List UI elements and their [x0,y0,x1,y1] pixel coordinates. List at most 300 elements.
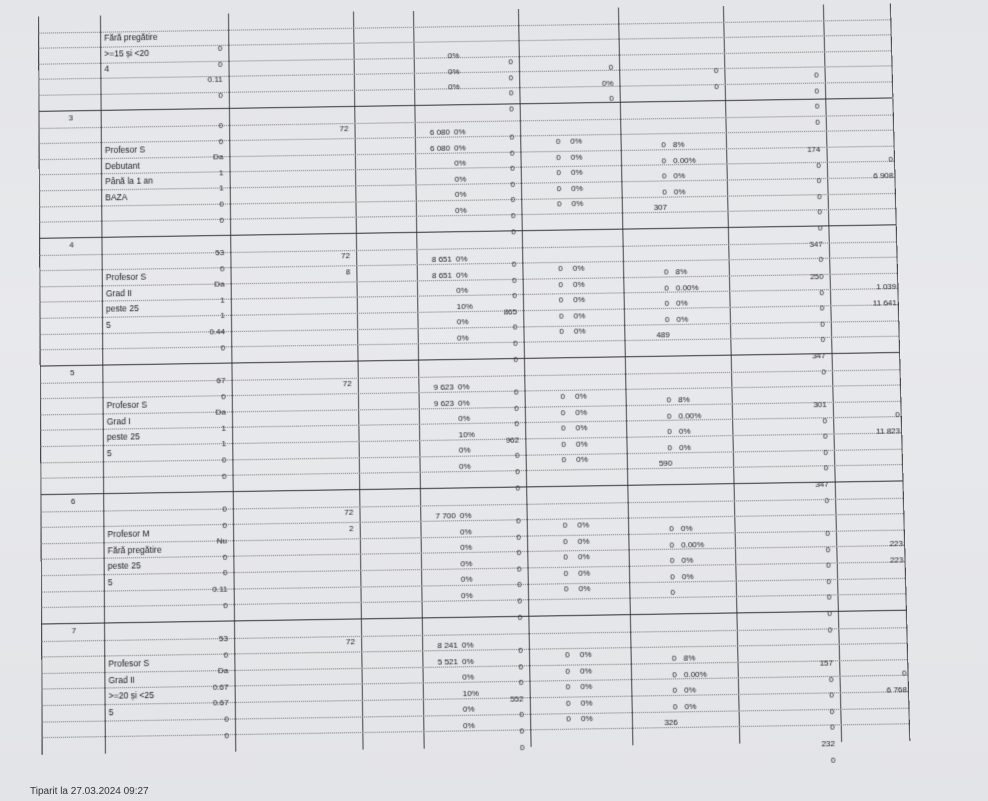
printed-timestamp: 27.03.2024 09:27 [70,786,149,797]
value-cell: 0 [218,121,224,131]
total-cell: 223 [889,554,904,565]
value-cell: 326 [664,718,678,728]
value-cell: 0 [671,653,677,663]
percent-cell: 0.00% [675,282,699,293]
value-cell: 0 [221,455,227,465]
value-cell: 962 [505,435,520,445]
value-cell: 0 [820,335,826,345]
value-cell: 0 [826,560,831,571]
value-cell: 0 [822,415,828,426]
value-cell: 0 [559,327,564,337]
value-cell: 0 [516,548,522,558]
value-cell: 0 [816,176,822,186]
value-cell: 1 [220,295,225,305]
total-cell: 0 [888,154,894,164]
record-label: 5 [107,576,113,588]
amount-cell: 6 080 [429,143,451,153]
value-cell: 0 [816,160,821,170]
value-cell: 0 [558,279,564,289]
percent-cell: 0% [462,704,475,715]
value-cell: 0 [519,710,525,720]
value-cell: 0 [666,395,672,405]
value-cell: 0 [561,439,566,449]
value-cell: 0 [515,483,521,493]
percent-cell: 0% [460,574,473,585]
record-id: 4 [69,240,74,250]
value-cell: 0 [563,536,568,546]
percent-cell: 0% [580,665,592,676]
value-cell: 53 [215,248,225,258]
value-cell: 0 [509,148,515,158]
value-cell: 0 [563,552,568,562]
percent-cell: 0% [460,590,473,601]
record-label: Fără pregătire [104,31,158,43]
percent-cell: 0% [461,640,474,650]
value-cell: 0 [825,544,831,555]
value-cell: 0 [513,338,518,348]
percent-cell: 0.00% [673,155,697,165]
value-cell: 0 [556,168,562,178]
value-cell: 0 [565,698,571,708]
record-label: Până la 1 an [105,175,154,187]
value-cell: 347 [809,239,823,249]
value-cell: 301 [813,399,827,410]
value-cell: 0 [670,572,675,582]
value-cell: 0 [815,117,820,127]
percent-cell: 0% [458,413,471,424]
value-cell: 0 [565,682,571,692]
value-cell: 0 [516,564,522,574]
value-cell: 0 [714,81,719,91]
percent-cell: 8% [675,267,688,277]
record-label: 5 [108,706,114,718]
percent-cell: 0% [459,510,472,521]
value-cell: 0 [563,568,569,578]
record-block-partial [38,3,892,127]
percent-cell: 0.00% [681,539,705,550]
percent-cell: 0% [570,152,583,162]
percent-cell: 0% [577,536,590,546]
percent-cell: 0.00% [683,669,708,679]
value-cell: 232 [821,738,836,749]
value-cell: 0 [672,685,678,696]
value-cell: 0 [560,391,566,402]
value-cell: 0 [829,722,835,733]
percent-cell: 0% [577,552,590,562]
value-cell: 0 [224,714,229,724]
value-cell: 0 [826,576,832,587]
value-cell: 1 [221,423,227,433]
value-cell: 0 [519,726,525,736]
record-label: peste 25 [105,303,139,314]
value-cell: 2 [349,523,354,533]
percent-cell: 0% [456,317,469,327]
percent-cell: 0% [447,66,460,76]
value-cell: 0 [512,322,518,333]
percent-cell: 0% [575,391,587,401]
value-cell: 0 [560,423,566,433]
percent-cell: 10% [462,688,479,699]
total-cell: 0 [895,409,900,420]
percent-cell: 0% [461,656,474,666]
percent-cell: 0% [573,295,586,305]
record-id: 6 [70,496,76,506]
value-cell: 0 [219,263,225,273]
value-cell: 0 [558,311,564,321]
value-cell: 0 [817,191,822,202]
record-label: >=20 și <25 [108,689,155,702]
value-cell: 67 [216,375,226,386]
percent-cell: 0% [680,523,693,534]
record-label: Profesor S [104,144,146,156]
record-label: 5 [106,319,111,330]
percent-cell: 0% [575,407,588,417]
percent-cell: 0% [678,426,691,437]
value-cell: 0 [563,584,569,594]
value-cell: 0.11 [207,75,223,85]
percent-cell: 0% [580,698,593,708]
value-cell: 0 [223,649,229,660]
value-cell: 0 [565,666,571,676]
amount-cell: 9 623 [433,382,454,392]
percent-cell: 8% [678,394,690,405]
value-cell: 0 [667,427,672,437]
value-cell: 0 [713,66,719,76]
value-cell: Nu [216,536,228,546]
value-cell: 0 [826,592,832,603]
percent-cell: 0% [575,439,588,449]
value-cell: 0 [672,669,677,680]
percent-cell: 0% [684,685,697,695]
amount-cell: 7 700 [435,511,456,521]
record-id: 5 [70,368,75,378]
percent-cell: 0% [459,526,472,537]
value-cell: 0 [823,447,829,457]
record-label: peste 25 [106,431,140,443]
amount-cell: 9 623 [433,398,455,408]
total-cell: 11 641 [872,297,897,308]
record-label: Grad II [105,287,133,299]
percent-cell: 0% [684,701,697,712]
value-cell: 0 [829,706,835,717]
value-cell: 0 [518,645,523,656]
value-cell: 72 [341,251,351,261]
value-cell: 157 [819,658,834,668]
percent-cell: 0% [580,714,593,724]
percent-cell: 0% [578,568,591,578]
percent-cell: 0% [457,382,470,392]
grid-row-line [38,19,890,33]
total-cell: 0 [901,668,907,678]
amount-cell: 8 651 [431,270,453,280]
value-cell: 0 [222,504,227,514]
value-cell: 72 [339,124,349,134]
percent-cell: 0% [454,142,466,153]
record-label: Grad II [108,674,135,685]
value-cell: 0 [669,539,675,550]
value-cell: 174 [806,144,821,155]
value-cell: 0 [517,612,523,622]
value-cell: 0 [222,552,228,562]
total-cell: 223 [889,538,904,549]
percent-cell: 0% [455,205,467,216]
percent-cell: 0% [457,398,470,408]
value-cell: 0 [222,520,228,530]
value-cell: 0 [218,136,224,146]
percent-cell: 0% [580,681,593,692]
value-cell: 0 [819,287,825,297]
print-footer [30,786,149,797]
record-id: 7 [71,626,77,636]
value-cell: 0 [556,183,562,194]
value-cell: 0 [510,179,516,189]
percent-cell: 0% [456,270,468,280]
percent-cell: 0% [577,520,590,530]
percent-cell: 0.00% [678,410,702,421]
value-cell: 0 [219,215,225,225]
record-label: Debutant [104,160,140,171]
value-cell: 0 [218,90,223,100]
value-cell: 0 [222,568,228,578]
value-cell: 1 [220,311,225,321]
value-cell: Da [213,152,224,162]
record-id: 3 [68,113,74,123]
percent-cell: 0% [572,279,585,289]
value-cell: 0 [221,471,227,481]
record-block [41,610,909,765]
value-cell: 72 [342,378,352,389]
percent-cell: 0% [455,254,468,264]
value-cell: 0 [511,259,517,269]
value-cell: 0 [608,62,614,72]
percent-cell: 0% [575,423,588,433]
value-cell: 0 [560,407,566,417]
value-cell: 0 [827,608,832,619]
value-cell: 0 [662,187,667,197]
value-cell: 0 [221,391,226,401]
record-label: Profesor S [106,399,148,411]
amount-cell: 8 241 [437,640,458,651]
value-cell: 0 [519,742,525,752]
value-cell: 0 [669,556,675,566]
percent-cell: 10% [458,429,475,440]
record-block [39,224,899,377]
record-label: Profesor S [105,271,147,283]
value-cell: 0 [829,690,834,700]
value-cell: 0 [510,195,516,205]
value-cell: 0 [517,580,522,590]
percent-cell: 0% [570,136,583,146]
percent-cell: 0% [454,190,467,200]
percent-cell: 0% [571,183,583,193]
percent-cell: 0% [572,263,585,273]
value-cell: 0 [666,411,672,421]
record-label: >=15 și <20 [104,47,150,59]
value-cell: 0 [817,223,823,233]
value-cell: 0 [518,661,524,672]
percent-cell: 0% [460,558,473,569]
value-cell: 0 [558,263,563,274]
percent-cell: 10% [456,301,473,312]
value-cell: 0 [670,588,676,598]
value-cell: 0 [556,152,561,162]
record-label: peste 25 [107,560,141,572]
value-cell: 0 [518,677,524,688]
percent-cell: 0% [453,127,466,137]
percent-cell: 0% [676,298,688,308]
value-cell: 0 [823,463,829,473]
value-cell: 0 [509,132,515,142]
percent-cell: 0% [462,720,475,731]
percent-cell: 0% [681,571,694,582]
value-cell: 0 [514,403,519,413]
value-cell: 0 [220,342,226,353]
percent-cell: 0% [454,174,467,184]
amount-cell: 8 651 [431,254,452,264]
value-cell: 0 [661,155,667,166]
value-cell: 53 [218,633,229,644]
percent-cell: 0% [458,445,471,456]
value-cell: 0 [508,57,513,67]
value-cell: 0 [820,319,825,329]
value-cell: 0 [217,43,223,53]
percent-cell: 0% [462,672,475,682]
value-cell: 0 [516,516,521,526]
value-cell: 0 [565,650,570,660]
value-cell: 307 [653,203,668,213]
value-cell: 0 [825,528,830,539]
percent-cell: 0% [576,455,589,465]
total-cell: 1 039 [876,281,897,292]
value-cell: 0 [508,72,514,82]
value-cell: Da [214,279,225,289]
value-cell: 0 [556,199,562,209]
percent-cell: 0% [460,542,473,553]
value-cell: 0 [814,86,820,96]
percent-cell: 0% [673,171,686,181]
record-label: 5 [106,447,112,459]
value-cell: 0 [558,295,564,305]
value-cell: 0 [822,431,828,441]
percent-cell: 0% [573,311,586,321]
value-cell: 0 [219,199,224,209]
value-cell: 72 [344,507,354,517]
percent-cell: 0% [679,442,691,453]
value-cell: 0 [223,600,228,610]
value-cell: 0 [663,267,669,277]
percent-cell: 0% [673,187,686,197]
value-cell: 0 [664,283,669,293]
value-cell: 0 [828,674,834,684]
percent-cell: 0% [448,82,460,92]
value-cell: 0.11 [212,584,228,595]
percent-cell: 0% [578,584,591,594]
value-cell: Da [217,666,229,676]
value-cell: 1 [221,439,227,449]
value-cell: 0 [513,387,519,397]
data-sheet [38,3,910,791]
percent-cell: 8% [672,139,685,150]
value-cell: 0 [661,140,666,150]
value-cell: 0 [516,532,521,542]
value-cell: 0% [601,78,614,88]
percent-cell: 0% [447,51,460,61]
percent-cell: 8% [683,653,696,663]
value-cell: 1 [219,183,224,193]
value-cell: 0 [561,455,567,465]
value-cell: 1 [219,168,224,178]
value-cell: 0 [830,755,836,765]
value-cell: 0 [566,714,571,724]
record-label: Fără pregătire [107,544,162,556]
value-cell: 0 [672,701,678,712]
value-cell: 0 [667,442,673,453]
value-cell: 0.67 [212,682,229,692]
value-cell: 0.44 [209,327,226,337]
value-cell: 0 [609,93,614,104]
record-label: Profesor M [107,528,150,540]
value-cell: 0 [514,451,520,461]
value-cell: 0 [669,524,674,534]
value-cell: 0 [217,59,223,69]
value-cell: 0 [821,366,827,377]
value-cell: 0 [517,596,523,606]
record-label: Profesor S [108,657,150,669]
record-label: Grad I [106,415,131,427]
value-cell: 489 [656,330,670,340]
value-cell: 0 [814,101,820,111]
percent-cell: 0% [456,333,469,343]
value-cell: 0 [818,254,824,265]
value-cell: 590 [658,458,673,469]
value-cell: 552 [509,694,524,704]
value-cell: 0 [664,314,670,324]
value-cell: 0 [510,211,516,221]
value-cell: Da [215,407,226,417]
value-cell: 347 [811,351,826,361]
percent-cell: 0% [456,285,469,296]
value-cell: 0.67 [212,698,229,708]
value-cell: 347 [815,479,829,489]
value-cell: 0 [664,298,670,309]
amount-cell: 5 521 [437,656,459,667]
value-cell: 0 [562,520,568,530]
percent-cell: 0% [570,167,583,178]
value-cell: 0 [555,136,561,146]
amount-cell: 6 080 [429,127,450,137]
printed-label: Tiparit la [30,786,68,797]
percent-cell: 0% [681,555,694,566]
value-cell: 72 [345,637,356,647]
value-cell: 0 [512,275,517,285]
value-cell: 250 [810,271,824,282]
percent-cell: 0% [458,461,471,472]
value-cell: 0 [817,207,823,217]
total-cell: 6 908 [873,170,894,180]
value-cell: 0 [514,419,520,429]
record-block [40,352,903,505]
value-cell: 0 [224,730,230,740]
percent-cell: 0% [573,326,586,337]
value-cell: 0 [814,70,819,80]
percent-cell: 0% [676,314,689,324]
percent-cell: 0% [454,158,467,168]
value-cell: 0 [824,495,830,505]
total-cell: 6 768 [886,684,908,695]
record-label: BAZA [105,191,128,203]
value-cell: 0 [515,467,520,477]
value-cell: 0 [508,88,514,98]
